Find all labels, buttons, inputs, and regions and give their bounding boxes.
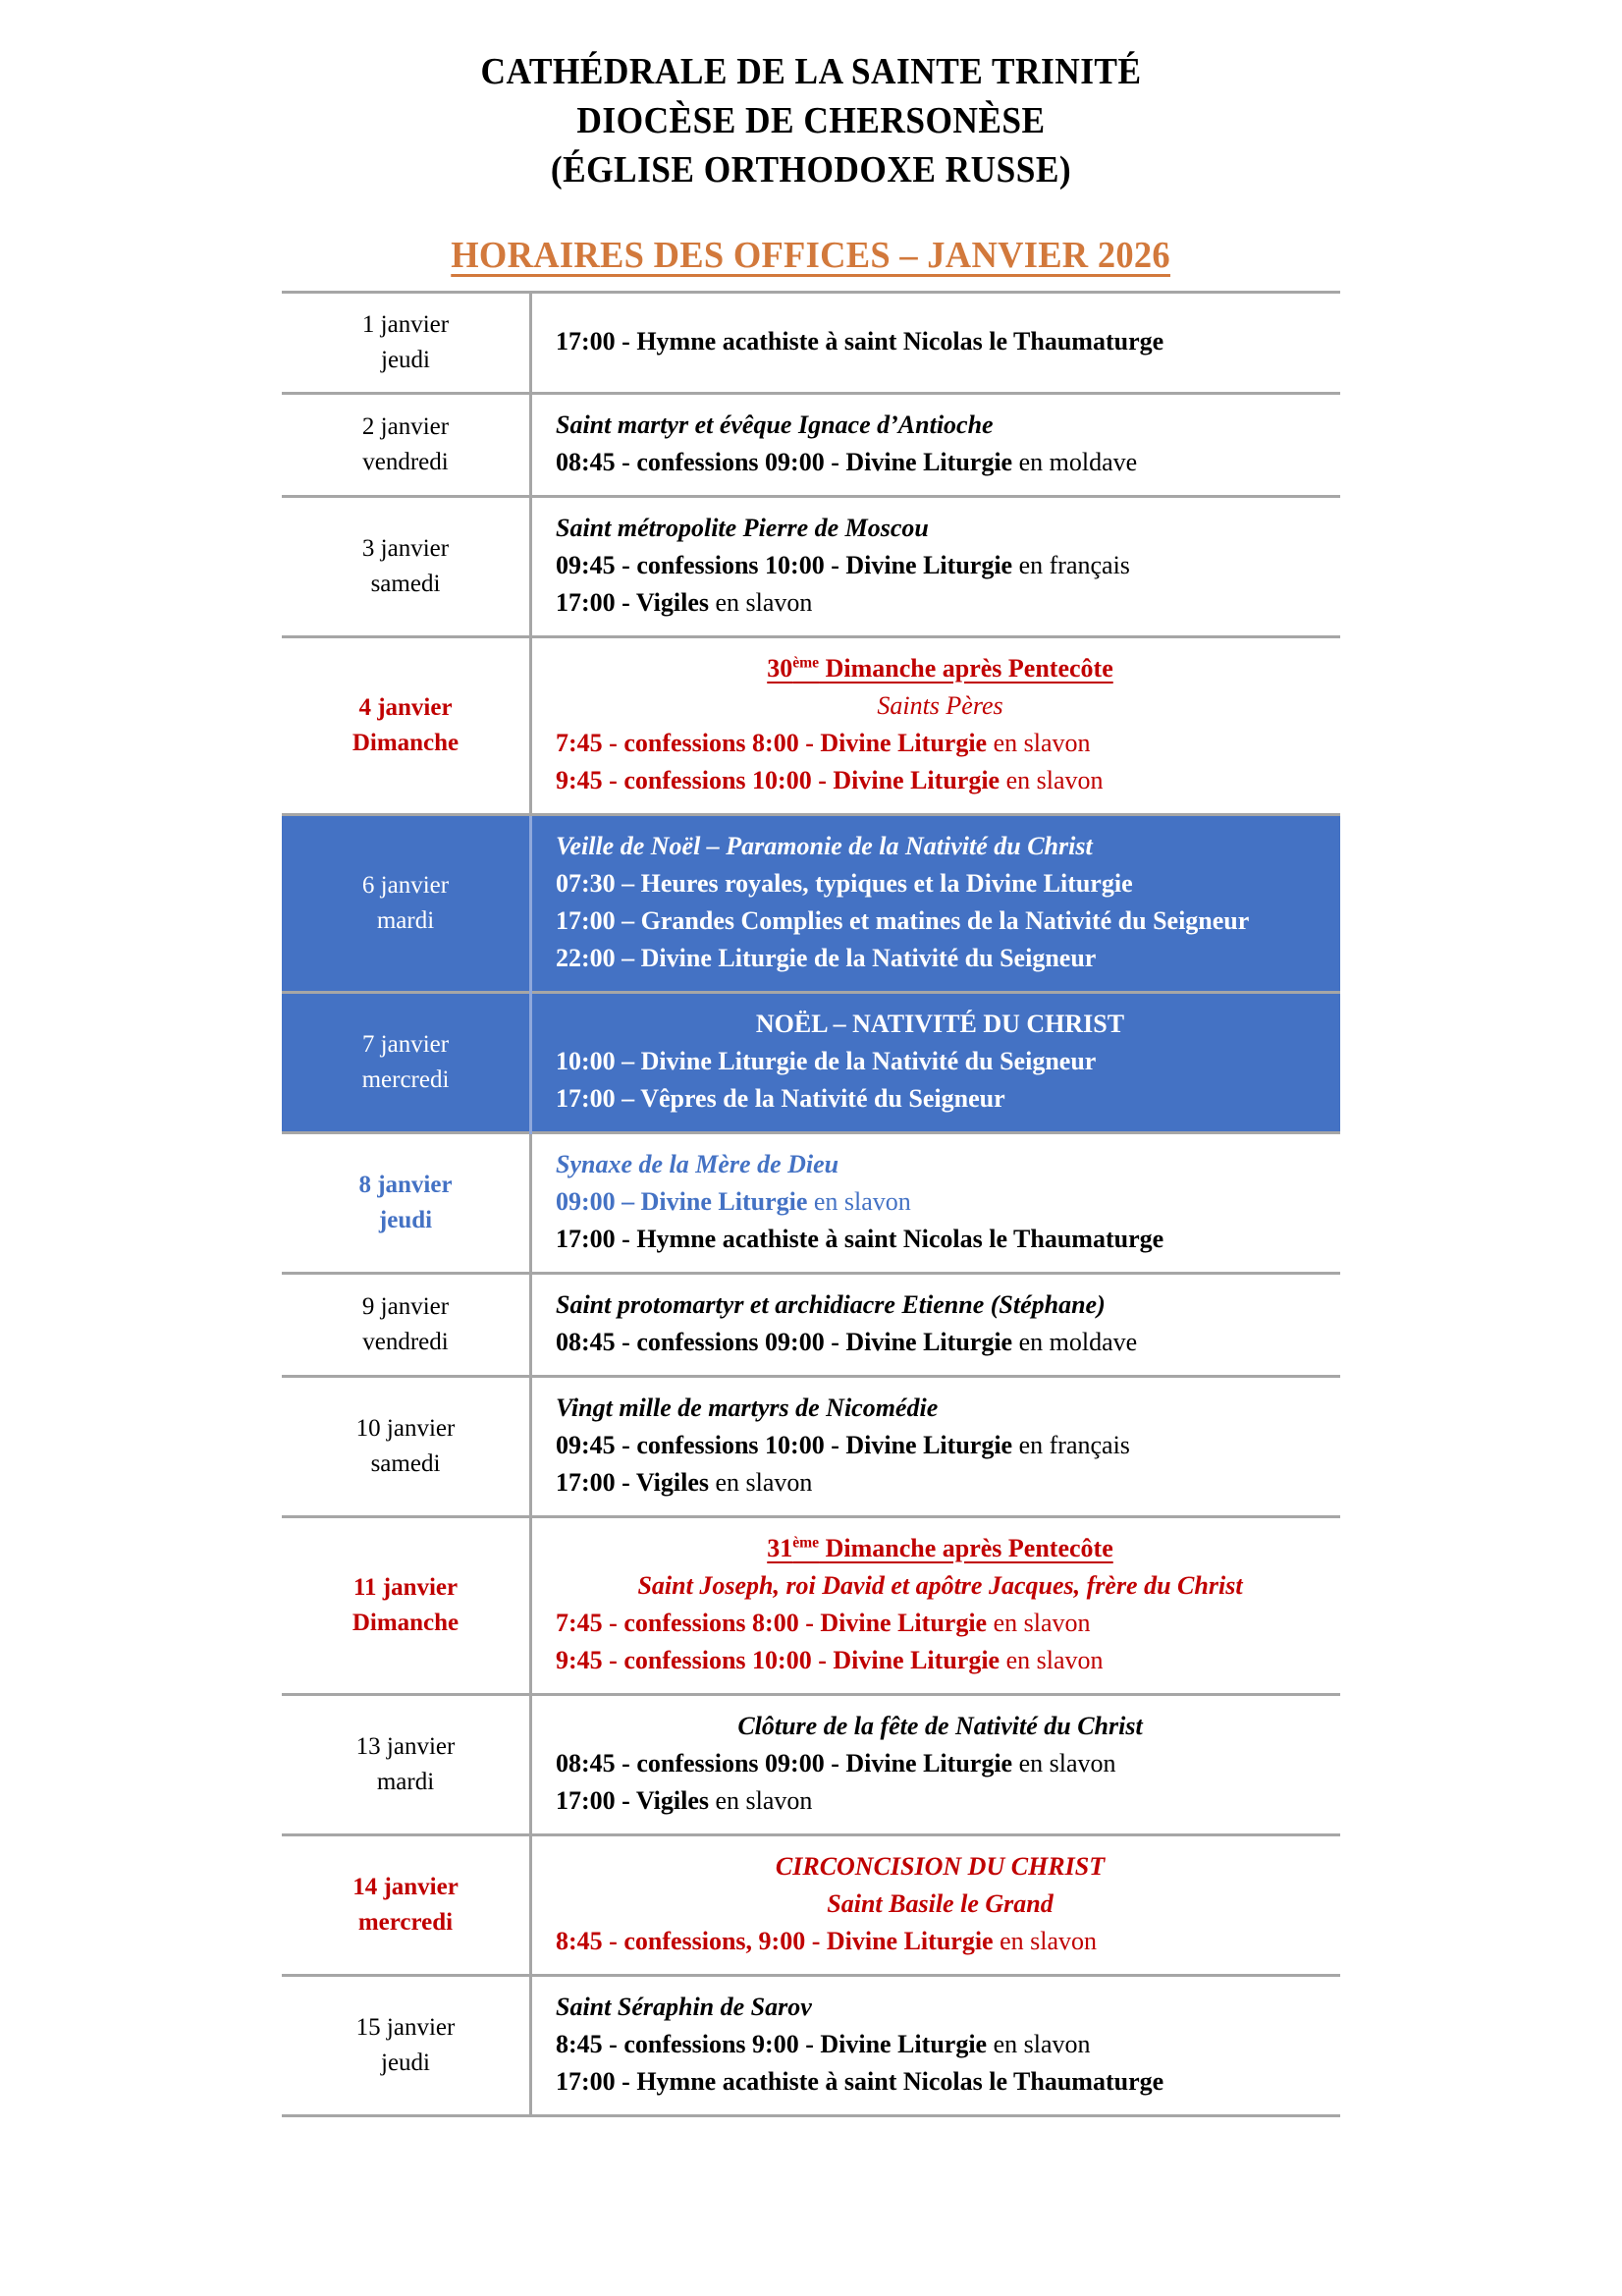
service-line — [556, 323, 1325, 360]
service-time-name: 17:00 - Hymne acathiste à saint Nicolas le Thaumaturge — [556, 327, 1164, 355]
page-title: HORAIRES DES OFFICES – JANVIER 2026 — [451, 235, 1171, 276]
service-line — [556, 510, 1325, 547]
feast-heading: NOËL – NATIVITÉ DU CHRIST — [755, 1010, 1125, 1038]
date-number: 1 janvier — [361, 311, 450, 338]
table-row — [282, 1133, 1340, 1274]
service-line — [556, 407, 1325, 444]
date-weekday: vendredi — [362, 1329, 449, 1355]
table-row — [282, 1377, 1340, 1517]
service-line — [556, 762, 1325, 799]
schedule-table — [282, 291, 1340, 2117]
commemoration-title: Saint métropolite Pierre de Moscou — [556, 514, 929, 542]
service-time-name: 07:30 – Heures royales, typiques et la Divine Liturgie — [556, 869, 1133, 898]
description-cell — [531, 497, 1341, 637]
service-line — [556, 1923, 1325, 1960]
service-line — [556, 1043, 1325, 1080]
service-line — [556, 725, 1325, 762]
service-time-name: 22:00 – Divine Liturgie de la Nativité du Seigneur — [556, 944, 1097, 972]
date-number: 15 janvier — [355, 2014, 456, 2041]
commemoration-title: Veille de Noël – Paramonie de la Nativité du Christ — [556, 832, 1093, 860]
date-weekday: mardi — [376, 1769, 435, 1795]
ordinal-suffix: ème — [792, 1534, 820, 1552]
date-weekday: jeudi — [381, 347, 430, 373]
commemoration-title: Saint Séraphin de Sarov — [556, 1993, 812, 2021]
service-line — [556, 1605, 1325, 1642]
commemoration-title: Synaxe de la Mère de Dieu — [556, 1150, 839, 1178]
service-time-name: 17:00 - Vigiles — [556, 1786, 709, 1815]
service-line — [556, 940, 1325, 977]
table-row — [282, 815, 1340, 993]
service-language: en slavon — [709, 1786, 813, 1815]
description-cell — [531, 1835, 1341, 1976]
service-language: en slavon — [987, 729, 1091, 757]
service-line — [556, 547, 1325, 584]
description-cell — [531, 1377, 1341, 1517]
date-cell — [282, 293, 531, 394]
service-time-name: 08:45 - confessions 09:00 - Divine Liturgie — [556, 448, 1013, 476]
date-cell — [282, 637, 531, 815]
service-line — [556, 1390, 1325, 1427]
service-language: en slavon — [807, 1187, 911, 1216]
service-line — [556, 1782, 1325, 1820]
table-row — [282, 497, 1340, 637]
service-line — [556, 1146, 1325, 1183]
date-number: 3 janvier — [361, 535, 450, 562]
header-line-church: (ÉGLISE ORTHODOXE RUSSE) — [550, 149, 1072, 191]
service-line — [556, 1530, 1325, 1567]
table-row — [282, 637, 1340, 815]
feast-subtitle: Saint Basile le Grand — [827, 1889, 1054, 1918]
service-line — [556, 828, 1325, 865]
service-line — [556, 1006, 1325, 1043]
date-weekday: Dimanche — [351, 730, 460, 756]
service-time-name: 08:45 - confessions 09:00 - Divine Liturgie — [556, 1328, 1013, 1356]
service-line — [556, 1989, 1325, 2026]
description-cell — [531, 1695, 1341, 1835]
table-row — [282, 1517, 1340, 1695]
description-cell — [531, 993, 1341, 1133]
service-time-name: 10:00 – Divine Liturgie de la Nativité du Seigneur — [556, 1047, 1097, 1075]
service-time-name: 09:00 – Divine Liturgie — [556, 1187, 808, 1216]
service-time-name: 09:45 - confessions 10:00 - Divine Liturgie — [556, 1431, 1013, 1459]
service-line — [556, 902, 1325, 940]
service-language: en slavon — [709, 1468, 813, 1497]
feast-heading: 30ème Dimanche après Pentecôte — [767, 654, 1113, 683]
date-cell — [282, 497, 531, 637]
document-title-wrap — [0, 234, 1622, 277]
service-line — [556, 584, 1325, 622]
service-line — [556, 1286, 1325, 1324]
service-line — [556, 1464, 1325, 1502]
service-line — [556, 687, 1325, 725]
table-row — [282, 394, 1340, 497]
service-time-name: 09:45 - confessions 10:00 - Divine Liturgie — [556, 551, 1013, 579]
date-weekday: mardi — [376, 907, 435, 934]
commemoration-title: Saint protomartyr et archidiacre Etienne (Stéphane) — [556, 1290, 1106, 1319]
date-number: 13 janvier — [355, 1733, 456, 1760]
date-weekday: mercredi — [357, 1909, 454, 1936]
description-cell — [531, 637, 1341, 815]
date-cell — [282, 1377, 531, 1517]
date-weekday: jeudi — [381, 2050, 430, 2076]
service-time-name: 8:45 - confessions 9:00 - Divine Liturgie — [556, 2030, 988, 2058]
service-time-name: 9:45 - confessions 10:00 - Divine Liturgie — [556, 766, 1000, 794]
date-weekday: jeudi — [378, 1207, 433, 1233]
service-line — [556, 1567, 1325, 1605]
date-number: 7 janvier — [361, 1031, 450, 1058]
service-line — [556, 1221, 1325, 1258]
service-language: en slavon — [987, 2030, 1091, 2058]
service-language: en slavon — [709, 588, 813, 617]
service-time-name: 17:00 - Vigiles — [556, 1468, 709, 1497]
description-cell — [531, 815, 1341, 993]
description-cell — [531, 293, 1341, 394]
service-line — [556, 865, 1325, 902]
service-line — [556, 650, 1325, 687]
document-header — [0, 0, 1622, 194]
service-line — [556, 1886, 1325, 1923]
service-language: en slavon — [993, 1927, 1098, 1955]
service-time-name: 08:45 - confessions 09:00 - Divine Liturgie — [556, 1749, 1013, 1777]
service-line — [556, 1324, 1325, 1361]
service-time-name: 9:45 - confessions 10:00 - Divine Liturgie — [556, 1646, 1000, 1674]
header-line-diocese: DIOCÈSE DE CHERSONÈSE — [576, 100, 1046, 141]
table-row — [282, 993, 1340, 1133]
header-line-cathedral: CATHÉDRALE DE LA SAINTE TRINITÉ — [480, 51, 1142, 92]
service-language: en slavon — [1000, 766, 1104, 794]
description-cell — [531, 1976, 1341, 2116]
date-number: 9 janvier — [361, 1293, 450, 1320]
table-row — [282, 1976, 1340, 2116]
table-row — [282, 293, 1340, 394]
date-weekday: vendredi — [362, 449, 449, 475]
commemoration-title: Clôture de la fête de Nativité du Christ — [737, 1712, 1143, 1740]
service-language: en moldave — [1012, 448, 1138, 476]
date-number: 10 janvier — [355, 1415, 456, 1442]
service-time-name: 17:00 - Hymne acathiste à saint Nicolas le Thaumaturge — [556, 1225, 1164, 1253]
service-line — [556, 2026, 1325, 2063]
date-number: 4 janvier — [358, 694, 453, 721]
service-line — [556, 1427, 1325, 1464]
service-language: en slavon — [1012, 1749, 1116, 1777]
feast-subtitle: Saints Pères — [877, 691, 1003, 720]
service-language: en français — [1012, 1431, 1130, 1459]
date-cell — [282, 1976, 531, 2116]
commemoration-title: Saint martyr et évêque Ignace d’Antioche — [556, 410, 994, 439]
service-time-name: 7:45 - confessions 8:00 - Divine Liturgie — [556, 1609, 988, 1637]
date-cell — [282, 1133, 531, 1274]
feast-heading: CIRCONCISION DU CHRIST — [775, 1852, 1106, 1881]
feast-heading: 31ème Dimanche après Pentecôte — [767, 1534, 1113, 1562]
date-weekday: samedi — [370, 1450, 441, 1477]
date-cell — [282, 1274, 531, 1377]
date-number: 8 janvier — [358, 1172, 453, 1198]
table-row — [282, 1835, 1340, 1976]
description-cell — [531, 1133, 1341, 1274]
service-language: en slavon — [1000, 1646, 1104, 1674]
service-time-name: 17:00 – Grandes Complies et matines de la Nativité du Seigneur — [556, 906, 1250, 935]
service-time-name: 8:45 - confessions, 9:00 - Divine Liturgie — [556, 1927, 994, 1955]
service-time-name: 7:45 - confessions 8:00 - Divine Liturgie — [556, 729, 988, 757]
date-weekday: samedi — [370, 571, 441, 597]
description-cell — [531, 394, 1341, 497]
service-language: en français — [1012, 551, 1130, 579]
date-cell — [282, 1835, 531, 1976]
ordinal-suffix: ème — [792, 654, 820, 672]
date-cell — [282, 394, 531, 497]
date-number: 14 janvier — [352, 1874, 459, 1900]
date-number: 6 janvier — [361, 872, 450, 899]
service-line — [556, 1708, 1325, 1745]
table-row — [282, 1695, 1340, 1835]
service-line — [556, 1183, 1325, 1221]
date-cell — [282, 1517, 531, 1695]
table-row — [282, 1274, 1340, 1377]
service-time-name: 17:00 - Vigiles — [556, 588, 709, 617]
date-cell — [282, 1695, 531, 1835]
service-line — [556, 1642, 1325, 1679]
date-weekday: Dimanche — [351, 1610, 460, 1636]
service-line — [556, 1848, 1325, 1886]
commemoration-title: Vingt mille de martyrs de Nicomédie — [556, 1394, 939, 1422]
date-number: 2 janvier — [361, 413, 450, 440]
service-line — [556, 444, 1325, 481]
description-cell — [531, 1517, 1341, 1695]
date-cell — [282, 815, 531, 993]
service-line — [556, 1745, 1325, 1782]
feast-subtitle: Saint Joseph, roi David et apôtre Jacques, frère du Christ — [637, 1571, 1243, 1600]
service-line — [556, 2063, 1325, 2101]
service-language: en moldave — [1012, 1328, 1138, 1356]
date-weekday: mercredi — [361, 1066, 450, 1093]
service-line — [556, 1080, 1325, 1118]
date-number: 11 janvier — [352, 1574, 459, 1601]
service-language: en slavon — [987, 1609, 1091, 1637]
service-time-name: 17:00 – Vêpres de la Nativité du Seigneur — [556, 1084, 1005, 1113]
date-cell — [282, 993, 531, 1133]
service-time-name: 17:00 - Hymne acathiste à saint Nicolas le Thaumaturge — [556, 2067, 1164, 2096]
description-cell — [531, 1274, 1341, 1377]
